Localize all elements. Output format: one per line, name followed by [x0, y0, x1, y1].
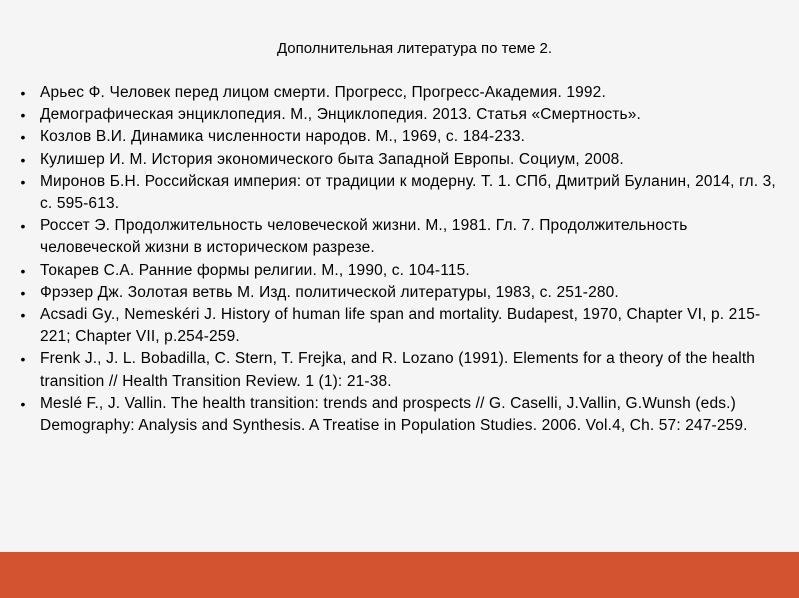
- reference-text: Meslé F., J. Vallin. The health transition: trends and prospects // G. Caselli, J.Vallin, G.Wunsh (eds.) Demography: Analysis and Synthesis. A Treatise in Population Studies. 2006. Vol.4, Ch. 57: 247-259.: [40, 394, 748, 435]
- list-item: [18, 348, 778, 392]
- bullet-icon: •: [20, 395, 26, 412]
- reference-text: Демографическая энциклопедия. М., Энциклопедия. 2013. Статья «Смертность».: [40, 106, 641, 124]
- bullet-icon: •: [20, 85, 26, 101]
- bullet-icon: •: [20, 173, 26, 190]
- reference-text: Acsadi Gy., Nemeskéri J. History of human life span and mortality. Budapest, 1970, Chapter VI, p. 215-221; Chapter VII, p.254-259.: [40, 306, 761, 346]
- reference-text: Frenk J., J. L. Bobadilla, C. Stern, T. Frejka, and R. Lozano (1991). Elements for a theory of the health transition // Health Transition Review. 1 (1): 21-38.: [40, 350, 756, 390]
- slide-title: Дополнительная литература по теме 2.: [276, 40, 552, 57]
- reference-list: [18, 82, 778, 437]
- list-item: [18, 104, 778, 126]
- reference-text: Арьес Ф. Человек перед лицом смерти. Прогресс, Прогресс-Академия. 1992.: [40, 84, 606, 101]
- reference-text: Козлов В.И. Динамика численности народов. М., 1969, с. 184-233.: [40, 128, 526, 146]
- list-item: [18, 82, 778, 104]
- reference-text: Кулишер И. М. История экономического быта Западной Европы. Социум, 2008.: [40, 150, 624, 168]
- footer-accent-bar: [0, 552, 799, 598]
- bullet-icon: •: [20, 107, 26, 124]
- list-item: [18, 282, 778, 304]
- reference-text: Токарев С.А. Ранние формы религии. М., 1990, с. 104-115.: [40, 261, 470, 279]
- bullet-icon: •: [20, 218, 26, 235]
- bullet-icon: •: [20, 351, 26, 368]
- bullet-icon: •: [20, 151, 26, 168]
- bullet-icon: •: [20, 307, 26, 324]
- list-item: [18, 215, 778, 259]
- list-item: [18, 149, 778, 171]
- list-item: [18, 171, 778, 215]
- list-item: [18, 126, 778, 148]
- list-item: [18, 260, 778, 282]
- reference-text: Россет Э. Продолжительность человеческой жизни. М., 1981. Гл. 7. Продолжительность человеческой жизни в историческом разрезе.: [40, 217, 688, 257]
- reference-text: Фрэзер Дж. Золотая ветвь М. Изд. политической литературы, 1983, с. 251-280.: [40, 283, 619, 301]
- list-item: [18, 393, 778, 437]
- bullet-icon: •: [20, 284, 26, 301]
- list-item: [18, 304, 778, 348]
- bullet-icon: •: [20, 129, 26, 146]
- bullet-icon: •: [20, 262, 26, 279]
- reference-text: Миронов Б.Н. Российская империя: от традиции к модерну. Т. 1. СПб, Дмитрий Буланин, 2014, гл. 3, с. 595-613.: [40, 172, 776, 213]
